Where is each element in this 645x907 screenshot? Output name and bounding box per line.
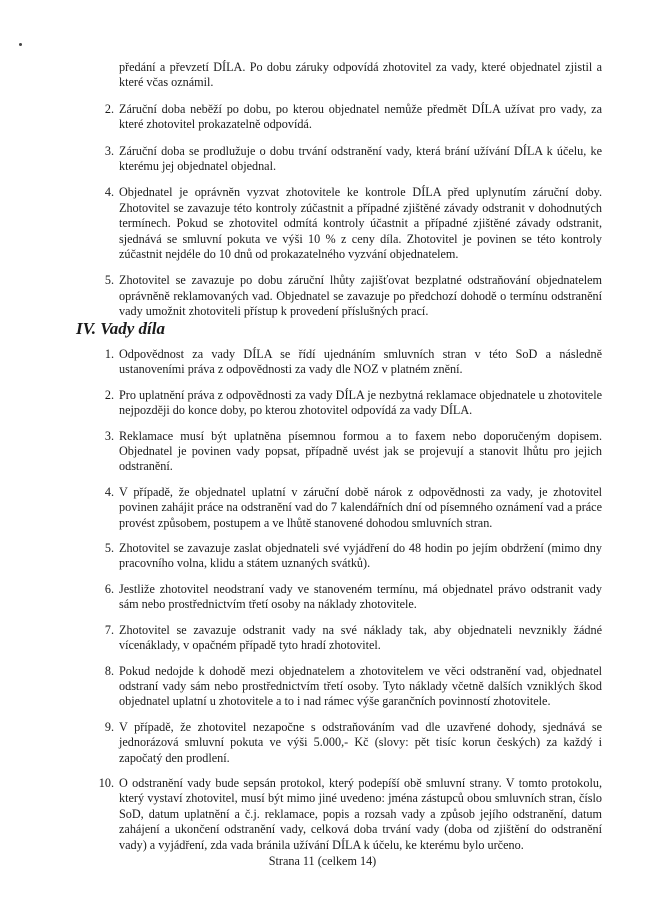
item-text: Jestliže zhotovitel neodstraní vady ve stanoveném termínu, má objednatel právo odstranit vady sám nebo prostřednictvím třetí osoby na náklady zhotovitele. [119, 581, 602, 612]
item-number: 5. [104, 273, 114, 288]
list-item [82, 776, 602, 853]
item-number: 2. [104, 387, 114, 402]
item-number: 4. [104, 484, 114, 499]
section-heading: IV. Vady díla [76, 319, 165, 338]
item-number: 7. [104, 622, 114, 637]
item-text: O odstranění vady bude sepsán protokol, který podepíší obě smluvní strany. V tomto protokolu, který vystaví zhotovitel, musí být mimo jiné uvedeno: jména zástupců obou smluvních stran, číslo SoD, datum uplatnění a č.j. reklamace, popis a rozsah vady a způsob jejího odstranění, datum zahájení a ukončení odstranění vady, celková doba trvání vady (doba od zjištění do odstranění vady) a vyjádření, zda vada bránila užívání DÍLA k účelu, ke kterému bylo určeno. [119, 775, 602, 852]
item-number: 5. [104, 541, 114, 556]
list-item [82, 582, 602, 613]
defects-list [82, 347, 602, 853]
continued-text: předání a převzetí DÍLA. Po dobu záruky odpovídá zhotovitel za vady, které objednatel zjistil a které včas oznámil. [119, 60, 602, 90]
list-item [82, 144, 602, 175]
item-text: Reklamace musí být uplatněna písemnou formou a to faxem nebo doporučeným dopisem. Objednatel je povinen vady popsat, případně uvést jak se projevují a stanovit lhůtu pro jejich odstranění. [119, 428, 602, 474]
list-item [82, 388, 602, 419]
item-text: Odpovědnost za vady DÍLA se řídí ujednáním smluvních stran v této SoD a následně ustanoveními práva z odpovědnosti za vady dle NOZ v platném znění. [119, 347, 602, 377]
item-text: V případě, že objednatel uplatní v záruční době nárok z odpovědnosti za vady, je zhotovitel povinen zahájit práce na odstranění vad do 7 kalendářních dní od písemného oznámení vad a práce provést způsobem, postupem a ve lhůtě stanovené dohodou smluvních stran. [119, 484, 602, 530]
scan-speck [19, 43, 22, 46]
list-item [82, 273, 602, 319]
item-number: 10. [98, 775, 114, 790]
item-text: Zhotovitel se zavazuje zaslat objednateli své vyjádření do 48 hodin po jejím obdržení (mimo dny pracovního volna, klidu a státem uznaných svátků). [119, 541, 602, 571]
item-number: 3. [104, 143, 114, 158]
item-text: Zhotovitel se zavazuje po dobu záruční lhůty zajišťovat bezplatné odstraňování objednatelem oprávněně reklamovaných vad. Objednatel se zavazuje po předchozí dohodě o termínu odstranění vady umožnit zhotoviteli přístup k provedení příslušných prací. [119, 273, 602, 319]
item-text: Záruční doba neběží po dobu, po kterou objednatel nemůže předmět DÍLA užívat pro vady, za které zhotovitel prokazatelně odpovídá. [119, 101, 602, 132]
item-number: 6. [104, 581, 114, 596]
page-footer: Strana 11 (celkem 14) [268, 854, 377, 868]
list-item [82, 541, 602, 572]
list-item [82, 102, 602, 133]
list-item [82, 623, 602, 654]
item-text: Zhotovitel se zavazuje odstranit vady na své náklady tak, aby objednateli nevznikly žádné vícenáklady, v opačném případě tyto hradí zhotovitel. [119, 622, 602, 653]
item-text: V případě, že zhotovitel nezapočne s odstraňováním vad dle uzavřené dohody, sjednává se jednorázová smluvní pokuta ve výši 5.000,- Kč (slovy: pět tisíc korun českých) za každý i započatý den prodlení. [119, 719, 602, 765]
item-number: 8. [104, 663, 114, 678]
item-number: 2. [104, 101, 114, 116]
item-number: 3. [104, 428, 114, 443]
list-item [82, 429, 602, 475]
item-number: 4. [104, 185, 114, 200]
item-text: Pokud nedojde k dohodě mezi objednatelem a zhotovitelem ve věci odstranění vad, objednatel odstraní vady sám nebo prostřednictvím třetí osoby. Tyto náklady včetně dalších vzniklých škod objednatel uplatní u zhotovitele a to i nad rámec výše garančních povinností zhotovitele. [119, 663, 602, 709]
list-item [82, 185, 602, 262]
list-item [82, 720, 602, 766]
item-number: 9. [104, 719, 114, 734]
list-item [82, 485, 602, 531]
item-text: Pro uplatnění práva z odpovědnosti za vady DÍLA je nezbytná reklamace objednatele u zhotovitele nejpozději do konce doby, po kterou zhotovitel odpovídá za vady DÍLA. [119, 387, 602, 418]
item-text: Záruční doba se prodlužuje o dobu trvání odstranění vady, která brání užívání DÍLA k účelu, ke kterému jej objednatel objednal. [119, 143, 602, 174]
continued-paragraph [82, 60, 602, 91]
warranty-list [82, 60, 602, 320]
item-number: 1. [104, 347, 114, 361]
list-item [82, 347, 602, 378]
item-text: Objednatel je oprávněn vyzvat zhotovitele ke kontrole DÍLA před uplynutím záruční doby. Zhotovitel se zavazuje této kontroly zúčastnit a případné zjištěné závady odstranit v dohodnutých termínech. Pokud se zhotovitel odmítá kontroly účastnit a případné zjištěné závady odstranit, sjednává se smluvní pokuta ve výši 10 % z ceny díla. Zhotovitel je povinen se této kontroly zúčastnit nejdéle do 10 dnů od prokazatelného vyzvání objednatelem. [119, 185, 602, 262]
list-item [82, 664, 602, 710]
